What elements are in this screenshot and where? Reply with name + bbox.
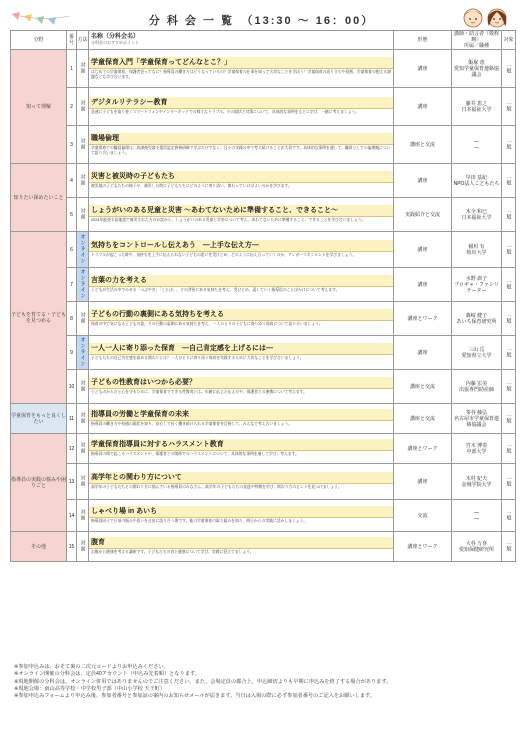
- lecturer-cell: [452, 50, 502, 88]
- header-target: 対象: [502, 31, 516, 50]
- form-label: 対面: [79, 474, 86, 487]
- session-description: 被災地の子どもたちの様子や、被災した時に子どもたちにどのように寄り添い、関わっていけばよいのかを学びます。: [91, 184, 292, 188]
- lecturer-affiliation: 名古屋市学童保育連絡協議会: [453, 415, 499, 428]
- title-area: [0, 4, 523, 30]
- target-cell: [502, 464, 516, 500]
- table-row: [11, 198, 516, 232]
- session-title: 子どもの行動の裏側にある気持ちを考える: [89, 309, 393, 321]
- target-label: 一般: [505, 412, 512, 423]
- lecturer-name: 大谷 万喜: [465, 540, 488, 547]
- session-format: 講座と交流: [394, 404, 452, 434]
- target-label: 一般: [505, 312, 512, 323]
- lecturer-cell: [452, 500, 502, 532]
- target-cell: [502, 164, 516, 198]
- session-title: 指導員の労働と学童保育の未来: [89, 409, 393, 421]
- lecturer-name: 木全 和巳: [465, 208, 488, 215]
- form-label: 対面: [79, 173, 86, 186]
- lecturer-affiliation: 愛知学童保育連絡協議会: [453, 65, 499, 78]
- session-description: はじめての学童保育、保護者会ってなに？指導員の働き方はどうなっているの？学童保育の仕事を知って大切なことを学ぼう！学童保育の成り立ちや役割、学童保育の抱える課題なども学び合います。: [91, 69, 391, 79]
- form-badge: [77, 404, 89, 434]
- form-label: オンライン: [79, 336, 86, 367]
- target-label: 一般: [505, 278, 512, 289]
- lecturer-name: 水野 訓子: [465, 275, 488, 282]
- session-format: 講座: [394, 232, 452, 268]
- session-number: 13: [67, 464, 77, 500]
- form-label: 対面: [79, 61, 86, 74]
- form-label: 対面: [79, 539, 86, 552]
- session-description: 指導員の間で起こるハラスメントや、保護者との関係でのハラスメントについて、具体的な事例を通して学び、考えます。: [91, 452, 299, 456]
- lecturer-affiliation: 中部大学: [466, 448, 487, 455]
- session-title: 職場倫理: [89, 133, 393, 145]
- lecturer-cell: [452, 88, 502, 126]
- category-cell: 子どもを育てる・子どもを見つめる: [11, 232, 67, 404]
- session-cell: [89, 88, 394, 126]
- lecturer-cell: [452, 268, 502, 302]
- form-badge: [77, 434, 89, 464]
- session-description: 学童保育での職員倫理は、放課後児童支援員認定資格研修で学ぶだけでなく、日々の実践の中で考え続けることが大切です。具体的な事例を通して、職員としての倫理観について語り合いましょう。: [91, 145, 391, 155]
- session-format: 講座: [394, 88, 452, 126]
- header-name-label: 名称（分科会名）: [91, 34, 140, 40]
- lecturer-name: 三山 岳: [468, 346, 485, 353]
- lecturer-affiliation: 愛知保健研究所: [458, 546, 494, 553]
- header-format: 形態: [394, 31, 452, 50]
- target-cell: [502, 370, 516, 404]
- form-badge: [77, 336, 89, 370]
- session-title: しゃべり場 in あいち: [89, 506, 393, 518]
- table-row: [11, 302, 516, 336]
- session-description: 指導員の働き方や処遇の現状を知り、安心して長く働き続けられる学童保育を目指して、みんなで考え合いましょう。: [91, 422, 293, 426]
- target-label: 一般: [505, 346, 512, 357]
- session-format: 講座: [394, 164, 452, 198]
- form-badge: [77, 164, 89, 198]
- table-row: [11, 464, 516, 500]
- header-lecturer-sub: 所属／職種: [463, 43, 489, 49]
- session-format: 交流: [394, 500, 452, 532]
- lecturer-affiliation: 岐阜大学: [466, 249, 487, 256]
- target-cell: [502, 126, 516, 164]
- lecturer-name: 森崎 健子: [465, 312, 488, 319]
- table-row: [11, 500, 516, 532]
- table-row: [11, 434, 516, 464]
- decoration-flags-icon: [10, 8, 80, 30]
- session-cell: [89, 434, 394, 464]
- session-number: 6: [67, 232, 77, 268]
- session-description: 2024年能登半島地震で被災された方のお話から、しょうがいのある児童と災害について考え、あわてないために準備すること、できることを学び合いましょう。: [91, 218, 366, 222]
- note-line: ※参加申込みは、おそて裏の二次元コードよりお申込みください。: [14, 664, 169, 670]
- target-cell: [502, 404, 516, 434]
- note-line: ※参加申込みフォームより申込み後、参加者番号と参加証の案内のお知らせメールが届きます。当日は入場の際に必ず参加者番号のご記入をお願いします。: [14, 693, 375, 700]
- table-row: [11, 126, 516, 164]
- category-cell: 知りたい深めたいこと: [11, 164, 67, 232]
- header-lecturer: [452, 31, 502, 50]
- session-description: 急速に子どもを取り巻くスマートフォンやインターネットでの様々なトラブル。その現状と対策について、具体的な事例をもとに学び、一緒に考えましょう。: [91, 110, 360, 114]
- session-description: 保育の中で気になる子どもの姿。その行動の裏側にある気持ちを考え、一人ひとりの子どもに寄り添う保育について語り合いましょう。: [91, 322, 323, 326]
- lecturer-affiliation: 日本福祉大学: [461, 106, 492, 113]
- session-number: 1: [67, 50, 77, 88]
- lecturer-cell: [452, 336, 502, 370]
- session-number: 5: [67, 198, 77, 232]
- session-cell: [89, 302, 394, 336]
- session-title: 学童保育指導員に対するハラスメント教育: [89, 439, 393, 451]
- lecturer-name: 早田 基紀: [465, 174, 488, 181]
- target-cell: [502, 88, 516, 126]
- form-badge: [77, 532, 89, 562]
- lecturer-cell: [452, 370, 502, 404]
- form-badge: [77, 88, 89, 126]
- target-label: 一般: [505, 243, 512, 254]
- session-number: 8: [67, 302, 77, 336]
- form-label: 対面: [79, 311, 86, 324]
- lecturer-name: —: [474, 138, 479, 145]
- form-badge: [77, 198, 89, 232]
- category-cell: その他: [11, 532, 67, 562]
- lecturer-name: 宮木 博奏: [465, 442, 488, 449]
- note-line: ※現地開催の分科会は、オンライン併用ではありませんのでご注意ください。また、会場定員の都合上、申込締切よりも早期に申込みを終了する場合があります。: [14, 678, 392, 685]
- lecturer-name: 藤井 恵之: [465, 100, 488, 107]
- session-format: 講座とワーク: [394, 434, 452, 464]
- session-title: 学童保育入門「学童保育ってどんなとこ？」: [89, 57, 393, 69]
- lecturer-cell: [452, 232, 502, 268]
- session-cell: [89, 126, 394, 164]
- session-cell: [89, 464, 394, 500]
- lecturer-cell: [452, 532, 502, 562]
- session-cell: [89, 198, 394, 232]
- note-line: ※オンライン開催の分科会は、定員40アカウント（申込み先着順）となります。: [14, 671, 200, 678]
- form-label: 対面: [79, 508, 86, 521]
- session-title: しょうがいのある児童と災害 ～あわてないために準備すること、できること～: [89, 205, 393, 217]
- target-label: 一般: [505, 475, 512, 486]
- target-cell: [502, 336, 516, 370]
- table-row: [11, 370, 516, 404]
- header-name-sub: 分科会のおすすめポイント: [91, 40, 140, 45]
- session-number: 4: [67, 164, 77, 198]
- session-cell: [89, 232, 394, 268]
- lecturer-name: 稲垣 有: [468, 243, 485, 250]
- lecturer-affiliation: 日本福祉大学: [461, 214, 492, 221]
- session-format: 講座: [394, 464, 452, 500]
- session-title: 言葉の力を考える: [89, 275, 393, 287]
- target-label: 一般: [505, 380, 512, 391]
- session-description: 子どものからだと心を守るために、学童保育でできる性教育とは。年齢に応じた伝え方や、保護者との連携について考えます。: [91, 390, 307, 394]
- session-cell: [89, 404, 394, 434]
- target-cell: [502, 50, 516, 88]
- lecturer-cell: [452, 302, 502, 336]
- session-number: 9: [67, 336, 77, 370]
- lecturer-name: 内藤 宏美: [465, 380, 488, 387]
- lecturer-cell: [452, 164, 502, 198]
- target-cell: [502, 268, 516, 302]
- table-row: [11, 532, 516, 562]
- target-cell: [502, 434, 516, 464]
- session-description: お腹から健康を考える講座です。子どもたちの食と健康について学び、実践に役立てましょう。: [91, 550, 254, 554]
- target-cell: [502, 500, 516, 532]
- lecturer-cell: [452, 404, 502, 434]
- table-row: [11, 50, 516, 88]
- target-label: 一般: [505, 62, 512, 73]
- table-header-row: [11, 31, 516, 50]
- session-cell: [89, 50, 394, 88]
- category-cell: 学童保育をもっと良くしたい: [11, 404, 67, 434]
- page-title: 分 科 会 一 覧 （13:30 ～ 16：00）: [148, 15, 375, 27]
- header-name: [89, 31, 394, 50]
- lecturer-affiliation: 金城学院大学: [461, 481, 492, 488]
- session-table: [10, 30, 516, 562]
- session-title: 気持ちをコントロールし伝えあう ―上手な伝え方―: [89, 240, 393, 252]
- session-title: 腹育: [89, 537, 393, 549]
- lecturer-name: 茶谷 藤弘: [465, 409, 488, 416]
- lecturer-name: —: [474, 509, 479, 516]
- target-cell: [502, 532, 516, 562]
- table-row: [11, 336, 516, 370]
- session-format: 講座: [394, 50, 452, 88]
- session-description: 子どもたちの自己肯定感を高める関わりとは？一人ひとりに寄り添う保育を実践するために大切なことを学び合いましょう。: [91, 356, 304, 360]
- lecturer-affiliation: —: [474, 144, 479, 151]
- category-cell: 知って理解: [11, 50, 67, 164]
- session-format: 講座とワーク: [394, 532, 452, 562]
- lecturer-affiliation: 出張専門助産師: [458, 386, 494, 393]
- form-badge: [77, 500, 89, 532]
- session-description: 子どもが生活の中でみせる「つぶやき」「ことば」。その背景にある気持ちを考え、受けとめ、返していく指導員のことばかけについて考えます。: [91, 288, 340, 292]
- session-title: 子どもの性教育はいつから必要？: [89, 377, 393, 389]
- session-description: トラブルが起こった時や、気持ちを上手に伝えられない子どもの思いを受けとめ、どのように伝え合っていくのか、アンガーマネジメントを学びましょう。: [91, 253, 357, 257]
- header-form: 方法: [77, 31, 89, 50]
- note-line: ※現地会場：南山高等学校・中学校男子部（中山小学校 天王町）: [14, 685, 166, 692]
- lecturer-affiliation: NPO法人こどもたち: [453, 180, 500, 187]
- form-badge: [77, 268, 89, 302]
- target-label: 一般: [505, 100, 512, 111]
- form-label: 対面: [79, 207, 86, 220]
- session-format: 講座とワーク: [394, 302, 452, 336]
- session-number: 14: [67, 500, 77, 532]
- session-cell: [89, 500, 394, 532]
- target-cell: [502, 232, 516, 268]
- header-no: 番号: [67, 31, 77, 50]
- notes: [14, 664, 514, 700]
- lecturer-affiliation: あいち保育研究所: [456, 318, 497, 325]
- lecturer-affiliation: 愛知県立大学: [461, 352, 492, 359]
- session-format: 講座: [394, 268, 452, 302]
- session-number: 10: [67, 370, 77, 404]
- session-title: 高学年との関わり方について: [89, 472, 393, 484]
- form-label: 対面: [79, 379, 86, 392]
- lecturer-affiliation: ブロギャ・ファシリテーター: [454, 281, 499, 294]
- form-badge: [77, 302, 89, 336]
- form-badge: [77, 50, 89, 88]
- table-row: [11, 404, 516, 434]
- session-description: 指導員同士で日頃の悩みや思いを自由に語り合う場です。他の学童保育の取り組みを知り、明日からの実践に活かしましょう。: [91, 519, 308, 523]
- target-label: 一般: [505, 442, 512, 453]
- form-label: オンライン: [79, 268, 86, 299]
- header-category: 分野: [11, 31, 67, 50]
- session-title: デジタルリテラシー教育: [89, 97, 393, 109]
- form-label: 対面: [79, 411, 86, 424]
- table-body: [11, 50, 516, 562]
- session-cell: [89, 336, 394, 370]
- target-cell: [502, 198, 516, 232]
- session-number: 2: [67, 88, 77, 126]
- table-row: [11, 88, 516, 126]
- session-cell: [89, 370, 394, 404]
- target-cell: [502, 302, 516, 336]
- form-badge: [77, 232, 89, 268]
- session-number: 12: [67, 434, 77, 464]
- lecturer-name: 飯塚 恵: [468, 59, 485, 66]
- table-row: [11, 164, 516, 198]
- session-format: 講座: [394, 336, 452, 370]
- session-number: 7: [67, 268, 77, 302]
- session-description: 高学年の子どもたちとの関わり方に悩んでいる指導員のみなさん、高学年の子どもたちの発達や特徴を学び、関わり方のヒントを見つけましょう。: [91, 485, 342, 489]
- form-label: オンライン: [79, 233, 86, 264]
- session-format: 実践紹介と交流: [394, 198, 452, 232]
- session-format: 講座と交流: [394, 126, 452, 164]
- header-lecturer-label: 講師・助言者（敬称略）: [453, 31, 499, 43]
- lecturer-cell: [452, 464, 502, 500]
- target-label: 一般: [505, 540, 512, 551]
- lecturer-cell: [452, 198, 502, 232]
- session-cell: [89, 532, 394, 562]
- form-badge: [77, 464, 89, 500]
- session-title: 一人一人に寄り添った保育 ―自己肯定感を上げるには―: [89, 343, 393, 355]
- lecturer-name: 木村 紀夫: [465, 475, 488, 482]
- form-badge: [77, 126, 89, 164]
- session-number: 15: [67, 532, 77, 562]
- session-number: 11: [67, 404, 77, 434]
- form-label: 対面: [79, 441, 86, 454]
- form-label: 対面: [79, 99, 86, 112]
- lecturer-cell: [452, 434, 502, 464]
- form-badge: [77, 370, 89, 404]
- category-cell: 指導員の実践の悩みや困りごと: [11, 434, 67, 532]
- session-format: 講座と交流: [394, 370, 452, 404]
- session-title: 災害と被災時の子どもたち: [89, 171, 393, 183]
- target-label: 一般: [505, 509, 512, 520]
- table-row: [11, 268, 516, 302]
- target-label: 一般: [505, 208, 512, 219]
- target-label: 一般: [505, 138, 512, 149]
- session-cell: [89, 268, 394, 302]
- session-number: 3: [67, 126, 77, 164]
- table-row: [11, 232, 516, 268]
- lecturer-affiliation: —: [474, 515, 479, 522]
- lecturer-cell: [452, 126, 502, 164]
- target-label: 一般: [505, 174, 512, 185]
- session-cell: [89, 164, 394, 198]
- form-label: 対面: [79, 137, 86, 150]
